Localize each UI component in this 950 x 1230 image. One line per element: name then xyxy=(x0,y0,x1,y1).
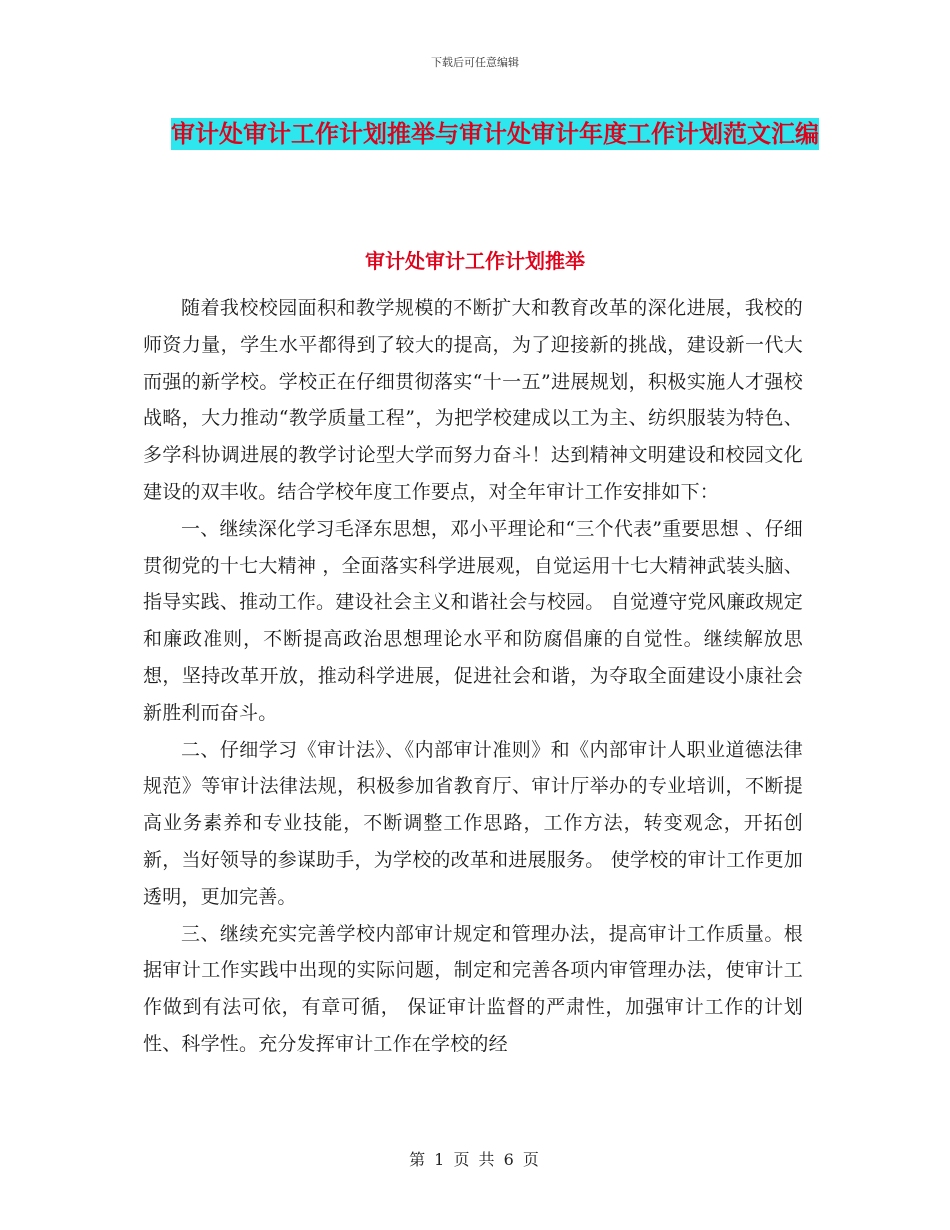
paragraph-item-2: 二、仔细学习《审计法》、《内部审计准则》和《内部审计人职业道德法律规范》等审计法律法规，积极参加省教育厅、审计厅举办的专业培训，不断提高业务素养和专业技能，不断调整工作思路，工作方法，转变观念，开拓创新，当好领导的参谋助手，为学校的改革和进展服务。 使学校的审计工作更加透明，更加完善。 xyxy=(143,738,803,908)
page-number: 第 1 页 共 6 页 xyxy=(409,1150,541,1169)
paragraph-item-3: 三、继续充实完善学校内部审计规定和管理办法，提高审计工作质量。根据审计工作实践中出现的实际问题，制定和完善各项内审管理办法，使审计工作做到有法可依，有章可循， 保证审计监督的严肃性，加强审计工作的计划性、科学性。充分发挥审计工作在学校的经 xyxy=(143,922,803,1055)
body-text xyxy=(143,290,803,1063)
document-title xyxy=(150,112,840,156)
section-title: 审计处审计工作计划推举 xyxy=(365,249,585,273)
paragraph-intro: 随着我校校园面积和教学规模的不断扩大和教育改革的深化进展，我校的师资力量，学生水平都得到了较大的提高，为了迎接新的挑战，建设新一代大而强的新学校。学校正在仔细贯彻落实“十一五”进展规划，积极实施人才强校战略，大力推动“教学质量工程”，为把学校建成以工为主、纺织服装为特色、多学科协调进展的教学讨论型大学而努力奋斗！达到精神文明建设和校园文化建设的双丰收。结合学校年度工作要点，对全年审计工作安排如下： xyxy=(143,297,803,503)
paragraph-item-1: 一、继续深化学习毛泽东思想，邓小平理论和“三个代表”重要思想 、仔细贯彻党的十七大精神 ，全面落实科学进展观，自觉运用十七大精神武装头脑、指导实践、推动工作。建设社会主义和谐社会与校园。 自觉遵守党风廉政规定和廉政准则，不断提高政治思想理论水平和防腐倡廉的自觉性。继续解放思想，坚持改革开放，推动科学进展，促进社会和谐，为夺取全面建设小康社会新胜利而奋斗。 xyxy=(143,517,803,724)
header-note: 下载后可任意编辑 xyxy=(431,56,519,69)
document-title-text: 审计处审计工作计划推举与审计处审计年度工作计划范文汇编 xyxy=(171,120,819,148)
